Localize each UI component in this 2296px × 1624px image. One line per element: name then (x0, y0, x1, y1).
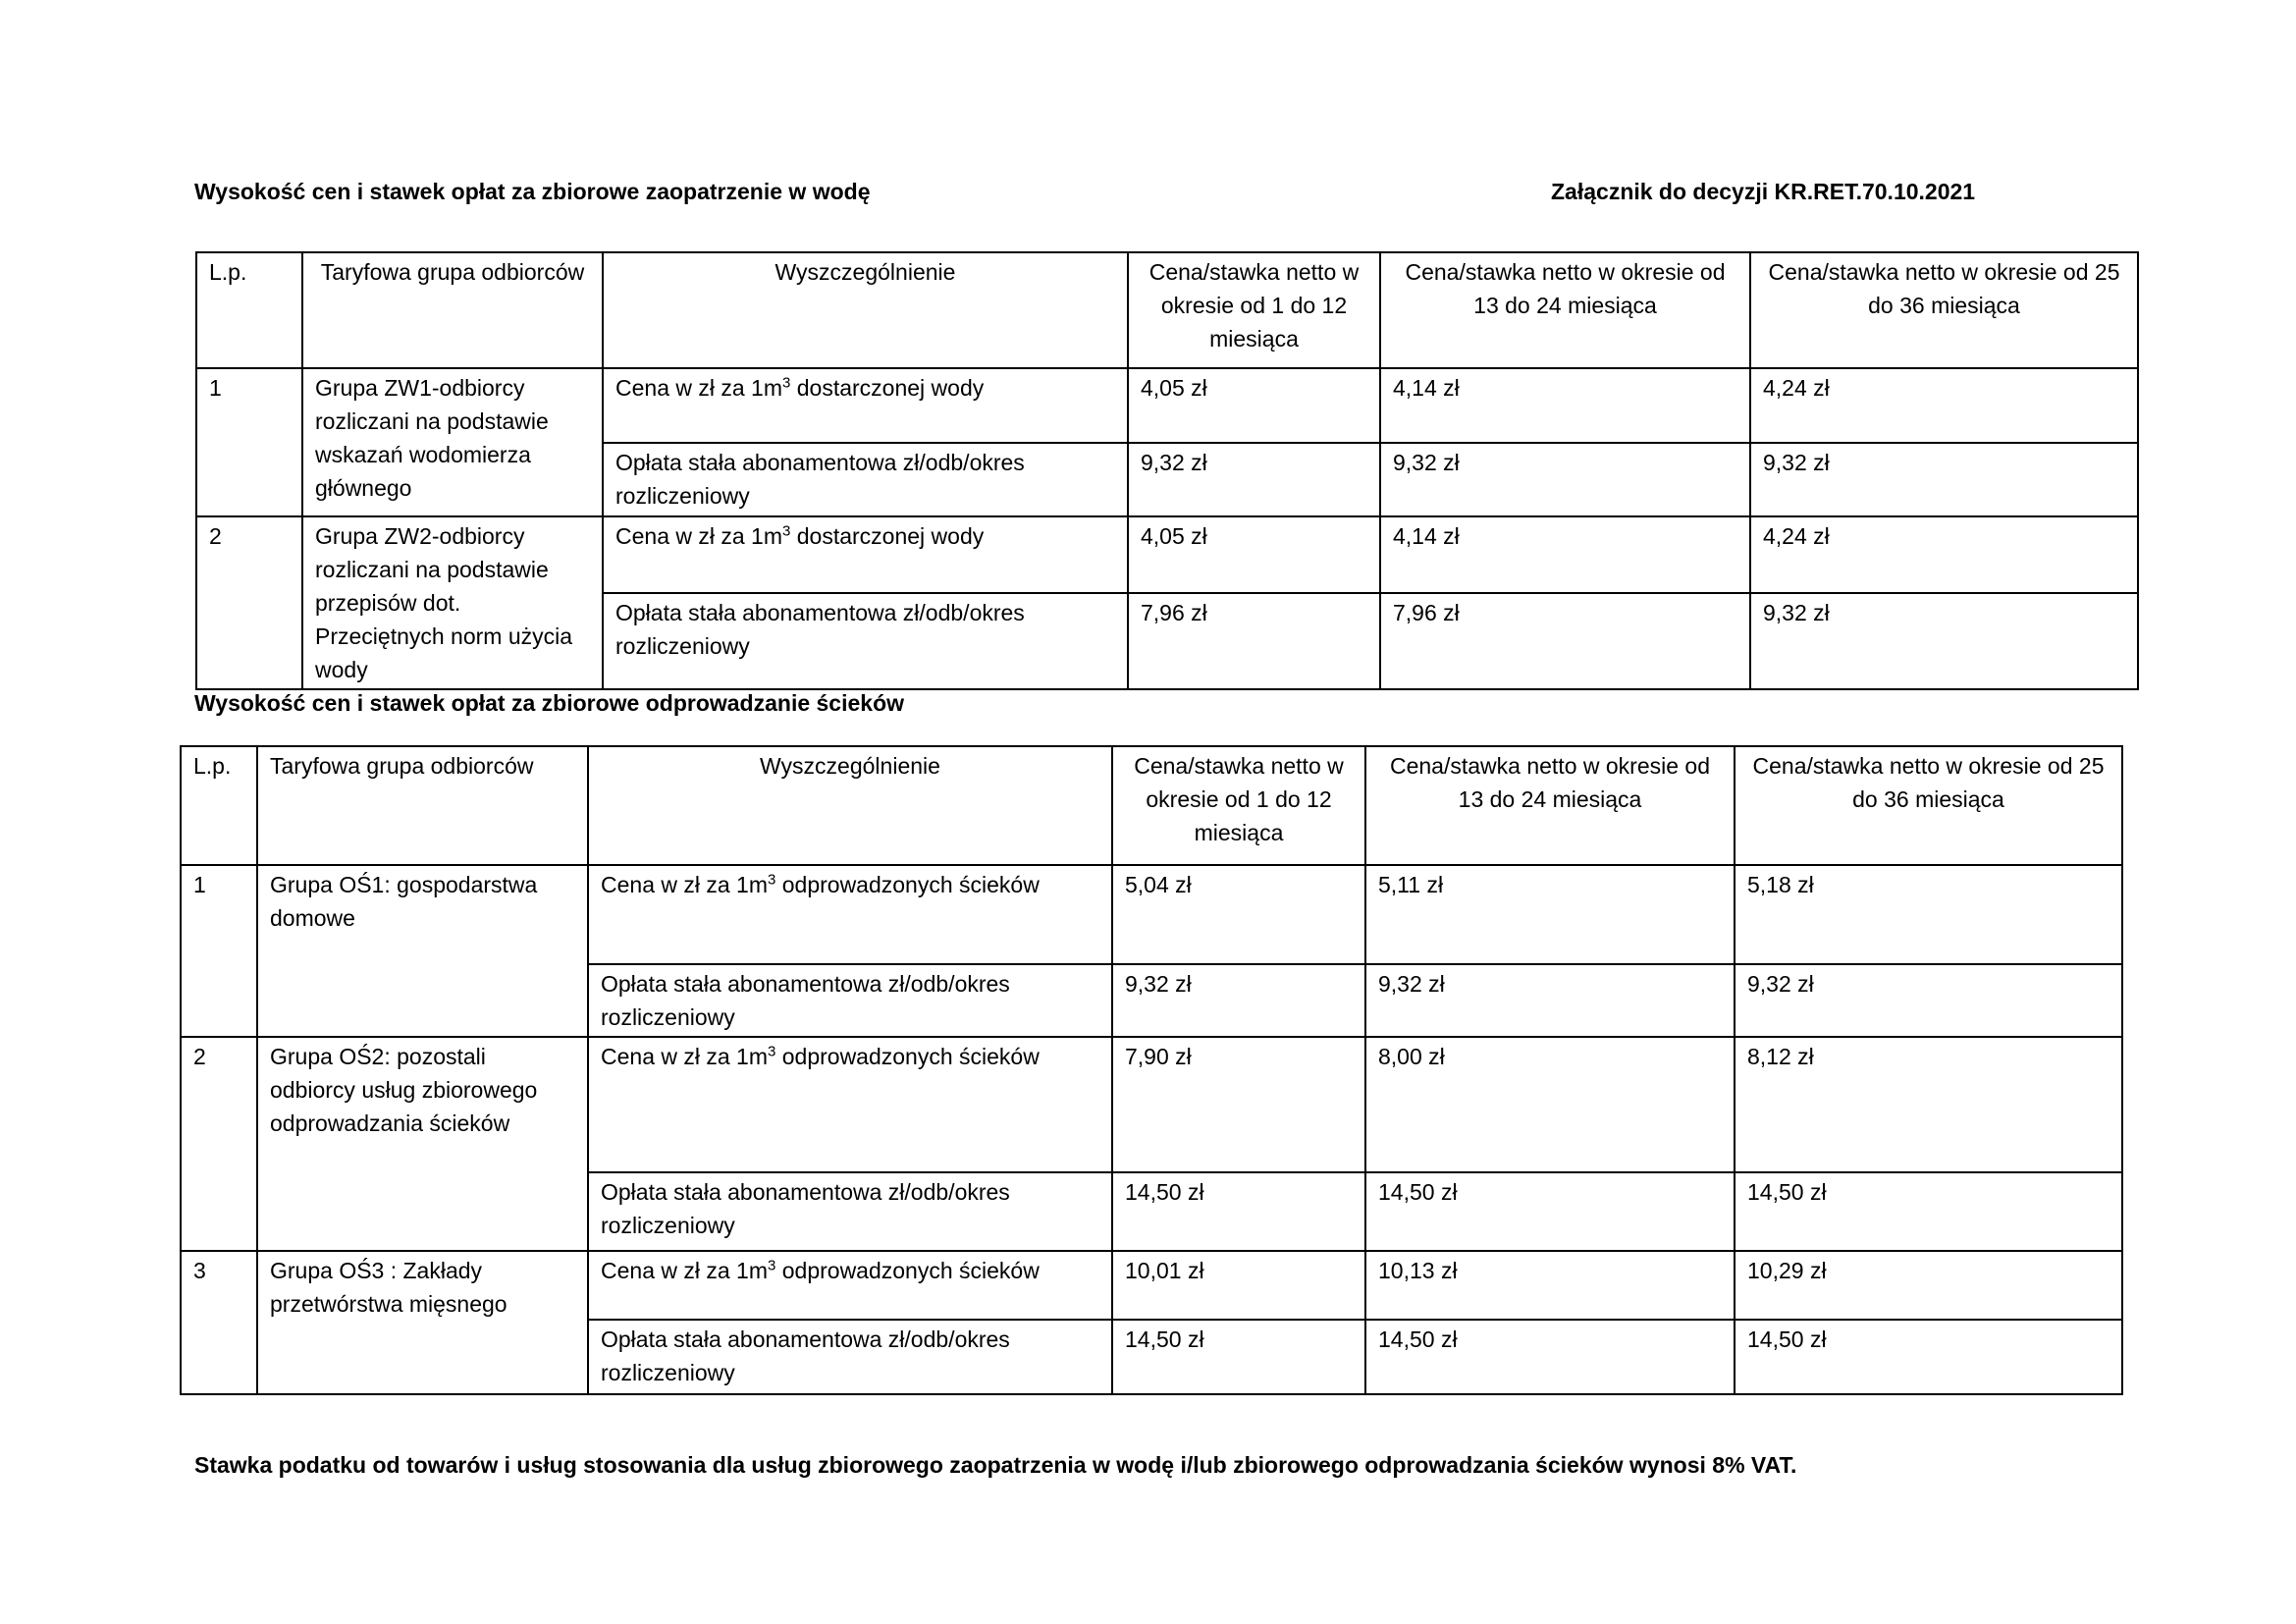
header-period-3: Cena/stawka netto w okresie od 25 do 36 miesiąca (1750, 252, 2138, 368)
header-period-2: Cena/stawka netto w okresie od 13 do 24 miesiąca (1380, 252, 1750, 368)
row-price-label: Cena w zł za $1m^3$ odprowadzonych ścieków (588, 1251, 1112, 1320)
fee-period-1: 9,32 zł (1128, 443, 1380, 516)
header-lp: L.p. (196, 252, 302, 368)
header-group: Taryfowa grupa odbiorców (302, 252, 603, 368)
row-fee-label: Opłata stała abonamentowa zł/odb/okres rozliczeniowy (603, 443, 1128, 516)
table-header-row (196, 252, 2138, 368)
fee-period-2: 9,32 zł (1365, 964, 1735, 1037)
row-group: Grupa OŚ2: pozostali odbiorcy usług zbiorowego odprowadzania ścieków (257, 1037, 588, 1251)
table-header-row (181, 746, 2122, 865)
price-period-3: 4,24 zł (1750, 368, 2138, 443)
price-period-2: 10,13 zł (1365, 1251, 1735, 1320)
table-row (196, 516, 2138, 593)
price-period-1: 5,04 zł (1112, 865, 1365, 964)
row-group: Grupa ZW1-odbiorcy rozliczani na podstawie wskazań wodomierza głównego (302, 368, 603, 516)
fee-period-3: 14,50 zł (1735, 1172, 2122, 1251)
header-lp: L.p. (181, 746, 257, 865)
row-group: Grupa ZW2-odbiorcy rozliczani na podstawie przepisów dot. Przeciętnych norm użycia wody (302, 516, 603, 689)
fee-period-3: 14,50 zł (1735, 1320, 2122, 1394)
price-period-1: 4,05 zł (1128, 516, 1380, 593)
row-fee-label: Opłata stała abonamentowa zł/odb/okres rozliczeniowy (588, 1320, 1112, 1394)
fee-period-2: 14,50 zł (1365, 1172, 1735, 1251)
row-price-label: Cena w zł za $1m^3$ dostarczonej wody (603, 368, 1128, 443)
attachment-reference: Załącznik do decyzji KR.RET.70.10.2021 (1551, 179, 1976, 204)
price-period-2: 5,11 zł (1365, 865, 1735, 964)
header-period-1: Cena/stawka netto w okresie od 1 do 12 miesiąca (1112, 746, 1365, 865)
row-lp: 2 (181, 1037, 257, 1251)
price-period-3: 5,18 zł (1735, 865, 2122, 964)
table-row (181, 1037, 2122, 1172)
row-group: Grupa OŚ1: gospodarstwa domowe (257, 865, 588, 1037)
table-row (196, 368, 2138, 443)
header-period-2: Cena/stawka netto w okresie od 13 do 24 miesiąca (1365, 746, 1735, 865)
fee-period-1: 7,96 zł (1128, 593, 1380, 689)
price-period-1: 10,01 zł (1112, 1251, 1365, 1320)
price-period-2: 4,14 zł (1380, 516, 1750, 593)
row-fee-label: Opłata stała abonamentowa zł/odb/okres rozliczeniowy (588, 964, 1112, 1037)
fee-period-1: 9,32 zł (1112, 964, 1365, 1037)
row-group: Grupa OŚ3 : Zakłady przetwórstwa mięsnego (257, 1251, 588, 1394)
row-fee-label: Opłata stała abonamentowa zł/odb/okres rozliczeniowy (588, 1172, 1112, 1251)
header-group: Taryfowa grupa odbiorców (257, 746, 588, 865)
table-row (181, 865, 2122, 964)
row-lp: 3 (181, 1251, 257, 1394)
row-fee-label: Opłata stała abonamentowa zł/odb/okres rozliczeniowy (603, 593, 1128, 689)
price-period-2: 8,00 zł (1365, 1037, 1735, 1172)
fee-period-3: 9,32 zł (1735, 964, 2122, 1037)
fee-period-3: 9,32 zł (1750, 443, 2138, 516)
header-period-3: Cena/stawka netto w okresie od 25 do 36 miesiąca (1735, 746, 2122, 865)
price-period-1: 7,90 zł (1112, 1037, 1365, 1172)
header-spec: Wyszczególnienie (588, 746, 1112, 865)
price-period-3: 10,29 zł (1735, 1251, 2122, 1320)
row-lp: 1 (181, 865, 257, 1037)
fee-period-1: 14,50 zł (1112, 1172, 1365, 1251)
fee-period-1: 14,50 zł (1112, 1320, 1365, 1394)
fee-period-3: 9,32 zł (1750, 593, 2138, 689)
sewage-section-title: Wysokość cen i stawek opłat za zbiorowe odprowadzanie ścieków (194, 690, 905, 716)
header-spec: Wyszczególnienie (603, 252, 1128, 368)
price-period-3: 8,12 zł (1735, 1037, 2122, 1172)
fee-period-2: 7,96 zł (1380, 593, 1750, 689)
row-lp: 1 (196, 368, 302, 516)
row-lp: 2 (196, 516, 302, 689)
price-period-3: 4,24 zł (1750, 516, 2138, 593)
row-price-label: Cena w zł za $1m^3$ odprowadzonych ścieków (588, 865, 1112, 964)
table-row (181, 1251, 2122, 1320)
price-period-2: 4,14 zł (1380, 368, 1750, 443)
header-period-1: Cena/stawka netto w okresie od 1 do 12 miesiąca (1128, 252, 1380, 368)
row-price-label: Cena w zł za $1m^3$ dostarczonej wody (603, 516, 1128, 593)
sewage-tariff-table (180, 745, 2123, 1395)
vat-note: Stawka podatku od towarów i usług stosowania dla usług zbiorowego zaopatrzenia w wodę i/lub zbiorowego odprowadzania ścieków wynosi 8% VAT. (194, 1452, 1797, 1478)
fee-period-2: 14,50 zł (1365, 1320, 1735, 1394)
water-section-title: Wysokość cen i stawek opłat za zbiorowe zaopatrzenie w wodę (194, 179, 871, 204)
fee-period-2: 9,32 zł (1380, 443, 1750, 516)
row-price-label: Cena w zł za $1m^3$ odprowadzonych ścieków (588, 1037, 1112, 1172)
water-tariff-table (195, 251, 2139, 690)
price-period-1: 4,05 zł (1128, 368, 1380, 443)
